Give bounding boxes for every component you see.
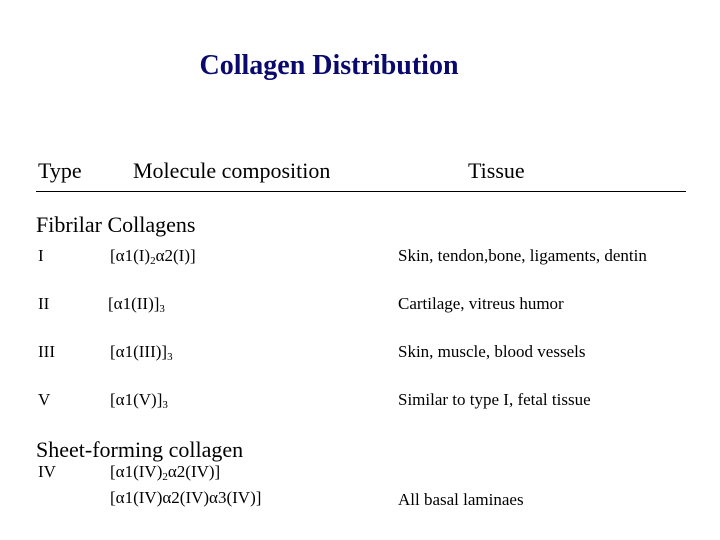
composition-cell: $[\alpha 1(IV)_2\alpha 2(IV)]$ <box>110 462 221 483</box>
section-sheet-forming-collagen: Sheet-forming collagen <box>36 437 244 462</box>
composition-cell: $[\alpha 1(V)]_3$ <box>110 390 168 411</box>
composition-cell: $[\alpha 1(II)]_3$ <box>108 294 165 315</box>
section-fibrilar-collagens: Fibrilar Collagens <box>36 212 196 237</box>
header-molecule-composition: Molecule composition <box>133 158 331 183</box>
composition-cell: $[\alpha 1(I)_2\alpha 2(I)]$ <box>110 246 196 267</box>
composition-cell: $[\alpha 1(III)]_3$ <box>110 342 173 363</box>
type-cell: II <box>38 294 50 313</box>
tissue-cell: Skin, muscle, blood vessels <box>398 342 586 361</box>
tissue-cell: Skin, tendon,bone, ligaments, dentin <box>398 246 647 265</box>
type-cell: IV <box>38 462 56 481</box>
page-title: Collagen Distribution <box>199 50 459 81</box>
type-cell: V <box>38 390 51 409</box>
tissue-cell: Similar to type I, fetal tissue <box>398 390 591 409</box>
composition-cell-line2: [α1(IV)α2(IV)α3(IV)] <box>110 488 262 507</box>
header-tissue: Tissue <box>468 158 525 183</box>
tissue-cell: Cartilage, vitreus humor <box>398 294 564 313</box>
header-type: Type <box>38 158 82 183</box>
type-cell: III <box>38 342 55 361</box>
header-divider <box>36 191 686 192</box>
tissue-cell: All basal laminaes <box>398 490 524 509</box>
type-cell: I <box>38 246 44 265</box>
